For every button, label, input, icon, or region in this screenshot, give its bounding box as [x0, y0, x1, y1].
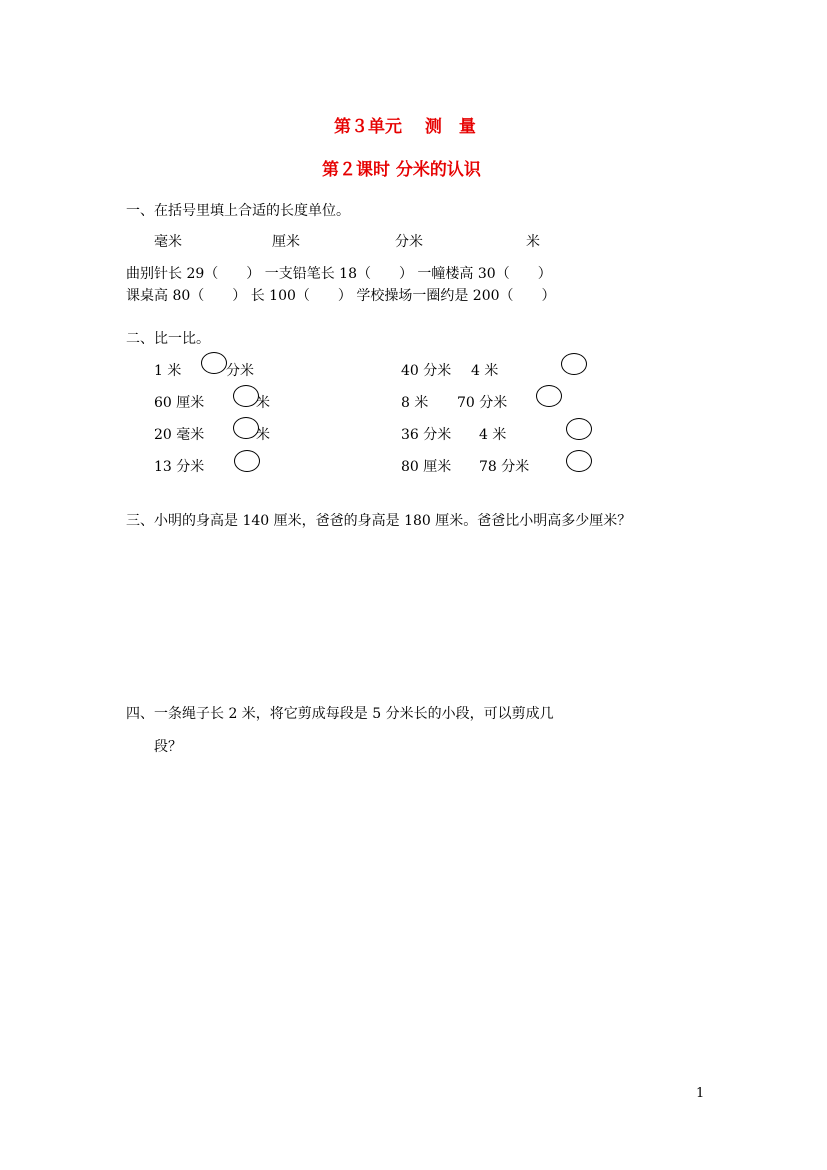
question-4-line-1: 四、一条绳子长 2 米，将它剪成每段是 5 分米长的小段，可以剪成几: [126, 706, 554, 722]
compare-blank-circle[interactable]: [201, 352, 227, 374]
lesson-title: 第２课时 分米的认识: [322, 160, 481, 180]
compare-right-b: 4 米: [471, 363, 499, 379]
compare-left-b: 米: [256, 395, 270, 411]
compare-right-a: 36 分米: [401, 427, 452, 443]
compare-left-b: 分米: [226, 363, 254, 379]
compare-blank-circle[interactable]: [233, 385, 259, 407]
compare-left-a: 1 米: [154, 363, 182, 379]
unit-option: 分米: [395, 234, 423, 250]
compare-left-a: 13 分米: [154, 459, 205, 475]
compare-right-a: 40 分米: [401, 363, 452, 379]
fill-line-2: 课桌高 80（ ） 长 100（ ） 学校操场一圈约是 200（ ）: [126, 288, 556, 304]
section2-heading: 二、比一比。: [126, 331, 210, 347]
compare-right-a: 8 米: [401, 395, 429, 411]
page-number: 1: [696, 1086, 705, 1101]
compare-right-b: 78 分米: [479, 459, 530, 475]
compare-left-a: 20 毫米: [154, 427, 205, 443]
compare-left-a: 60 厘米: [154, 395, 205, 411]
compare-blank-circle[interactable]: [233, 417, 259, 439]
compare-right-b: 4 米: [479, 427, 507, 443]
compare-blank-circle[interactable]: [234, 450, 260, 472]
section1-heading: 一、在括号里填上合适的长度单位。: [126, 203, 350, 219]
compare-blank-circle[interactable]: [536, 385, 562, 407]
unit-option: 厘米: [272, 234, 300, 250]
compare-right-a: 80 厘米: [401, 459, 452, 475]
compare-blank-circle[interactable]: [566, 450, 592, 472]
unit-option: 毫米: [154, 234, 182, 250]
compare-left-b: 米: [256, 427, 270, 443]
question-4-line-2: 段？: [154, 739, 182, 755]
question-3: 三、小明的身高是 140 厘米，爸爸的身高是 180 厘米。爸爸比小明高多少厘米？: [126, 513, 632, 529]
compare-blank-circle[interactable]: [566, 418, 592, 440]
compare-right-b: 70 分米: [457, 395, 508, 411]
unit-option: 米: [526, 234, 540, 250]
unit-title: 第３单元 测 量: [334, 117, 476, 137]
compare-blank-circle[interactable]: [561, 353, 587, 375]
fill-line-1: 曲别针长 29（ ） 一支铅笔长 18（ ） 一幢楼高 30（ ）: [126, 266, 552, 282]
